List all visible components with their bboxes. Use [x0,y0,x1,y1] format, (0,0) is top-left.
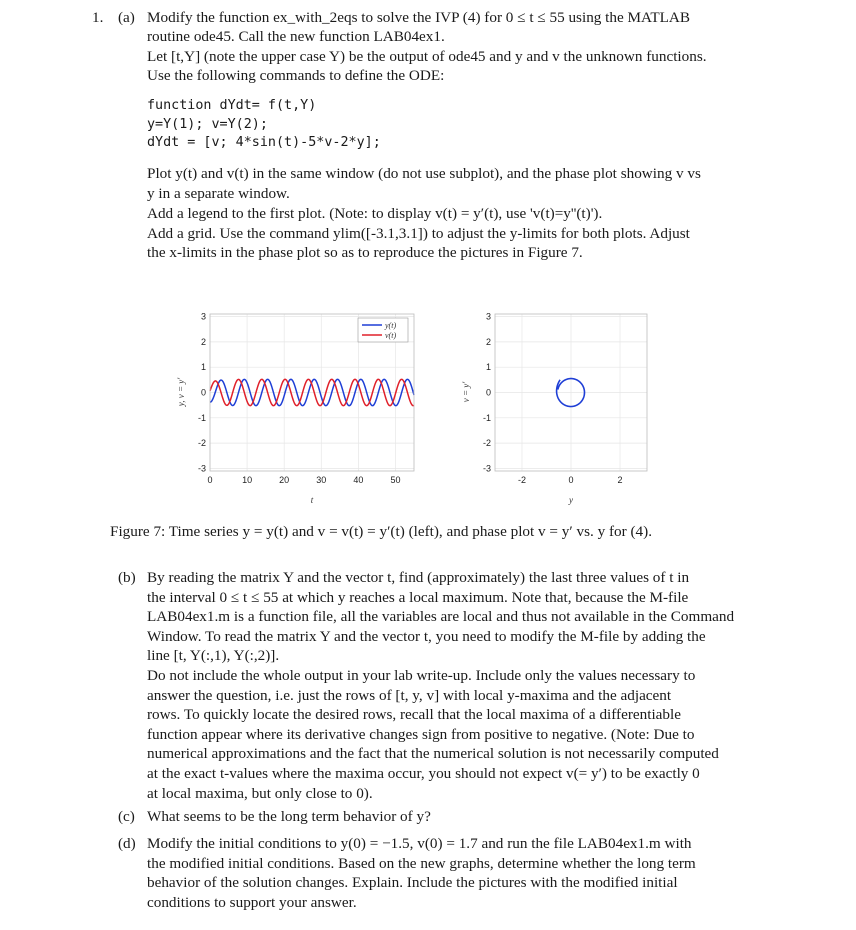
code-line: y=Y(1); v=Y(2); [147,117,268,132]
code-line: dYdt = [v; 4*sin(t)-5*v-2*y]; [147,135,381,150]
part-a-line: Modify the function ex_with_2eqs to solve the IVP (4) for 0 ≤ t ≤ 55 using the MATLAB [147,9,690,26]
code-line: function dYdt= f(t,Y) [147,98,317,113]
phase-plot-ylabel: v = y′ [461,381,471,403]
part-d-line: Modify the initial conditions to y(0) = −1.5, v(0) = 1.7 and run the file LAB04ex1.m with [147,835,692,852]
part-a-label: (a) [118,9,135,26]
part-b-line: at local maxima, but only close to 0). [147,785,373,802]
y-tick-label: -2 [482,438,491,449]
part-d-label: (d) [118,835,136,852]
part-a-line: Let [t,Y] (note the upper case Y) be the output of ode45 and y and v the unknown functions. [147,48,707,65]
part-a-line: Plot y(t) and v(t) in the same window (do not use subplot), and the phase plot showing v vs [147,165,701,182]
part-b-line: LAB04ex1.m is a function file, all the variables are local and thus not available in the Command [147,608,735,625]
x-tick-label: 10 [242,475,253,485]
figure-caption: Figure 7: Time series y = y(t) and v = v(t) = y′(t) (left), and phase plot v = y′ vs. y for (4). [110,523,653,540]
part-c-line: What seems to be the long term behavior of y? [147,808,431,825]
y-tick-label: -1 [197,412,206,423]
part-d-line: the modified initial conditions. Based on the new graphs, determine whether the long term [147,855,696,872]
x-tick-label: 0 [207,475,213,485]
x-tick-label: 2 [617,475,623,485]
part-a-line: the x-limits in the phase plot so as to reproduce the pictures in Figure 7. [147,244,583,261]
part-a-line: Use the following commands to define the ODE: [147,67,445,84]
y-tick-label: 3 [200,311,206,322]
part-b-line: at the exact t-values where the maxima occur, you should not expect v(= y′) to be exactly 0 [147,765,700,782]
y-tick-label: -2 [197,438,206,449]
y-tick-label: 1 [200,362,206,373]
y-tick-label: 0 [485,387,491,398]
time-series-xlabel: t [310,495,314,505]
part-b-line: function appear where its derivative changes sign from positive to negative. (Note: Due to [147,726,695,743]
y-tick-label: 1 [485,362,491,373]
x-tick-label: 20 [279,475,290,485]
y-tick-label: 2 [485,336,491,347]
part-a-line: Add a legend to the first plot. (Note: to display v(t) = y′(t), use 'v(t)=y''(t)'). [147,205,603,222]
time-series-ylabel: y, v = y′ [176,377,186,407]
part-d-line: behavior of the solution changes. Explain. Include the pictures with the modified initial [147,874,678,891]
x-tick-label: 0 [568,475,574,485]
x-tick-label: 50 [390,475,401,485]
part-b-label: (b) [118,569,136,586]
item-number: 1. [92,9,104,26]
part-b-line: numerical approximations and the fact that the numerical solution is not necessarily computed [147,745,719,762]
time-series-legend [358,318,408,342]
part-a-line: Add a grid. Use the command ylim([-3.1,3.1]) to adjust the y-limits for both plots. Adjust [147,225,690,242]
legend-entry-y: y(t) [385,321,397,330]
x-tick-label: 30 [316,475,327,485]
legend-entry-v: v(t) [385,331,397,340]
part-b-line: Window. To read the matrix Y and the vector t, you need to modify the M-file by adding the [147,628,706,645]
phase-plot-grid [495,314,647,471]
x-tick-label: -2 [517,475,526,485]
part-b-line: rows. To quickly locate the desired rows, recall that the local maxima of a differentiable [147,706,681,723]
part-b-line: answer the question, i.e. just the rows of [t, y, v] with local y-maxima and the adjacent [147,687,672,704]
part-b-line: line [t, Y(:,1), Y(:,2)]. [147,647,280,664]
x-tick-label: 40 [353,475,364,485]
y-tick-label: 2 [200,336,206,347]
y-tick-label: -3 [197,463,206,474]
phase-plot-chart [455,296,655,506]
part-b-line: Do not include the whole output in your lab write-up. Include only the values necessary to [147,667,696,684]
part-b-line: By reading the matrix Y and the vector t, find (approximately) the last three values of t in [147,569,690,586]
part-c-label: (c) [118,808,135,825]
y-tick-label: -3 [482,463,491,474]
y-tick-label: 0 [200,387,206,398]
y-tick-label: 3 [485,311,491,322]
time-series-chart [170,296,420,506]
y-tick-label: -1 [482,412,491,423]
part-a-line: y in a separate window. [147,185,290,202]
part-d-line: conditions to support your answer. [147,894,357,911]
part-b-line: the interval 0 ≤ t ≤ 55 at which y reaches a local maximum. Note that, because the M-file [147,589,689,606]
part-a-line: routine ode45. Call the new function LAB04ex1. [147,28,445,45]
phase-plot-xlabel: y [569,495,573,505]
